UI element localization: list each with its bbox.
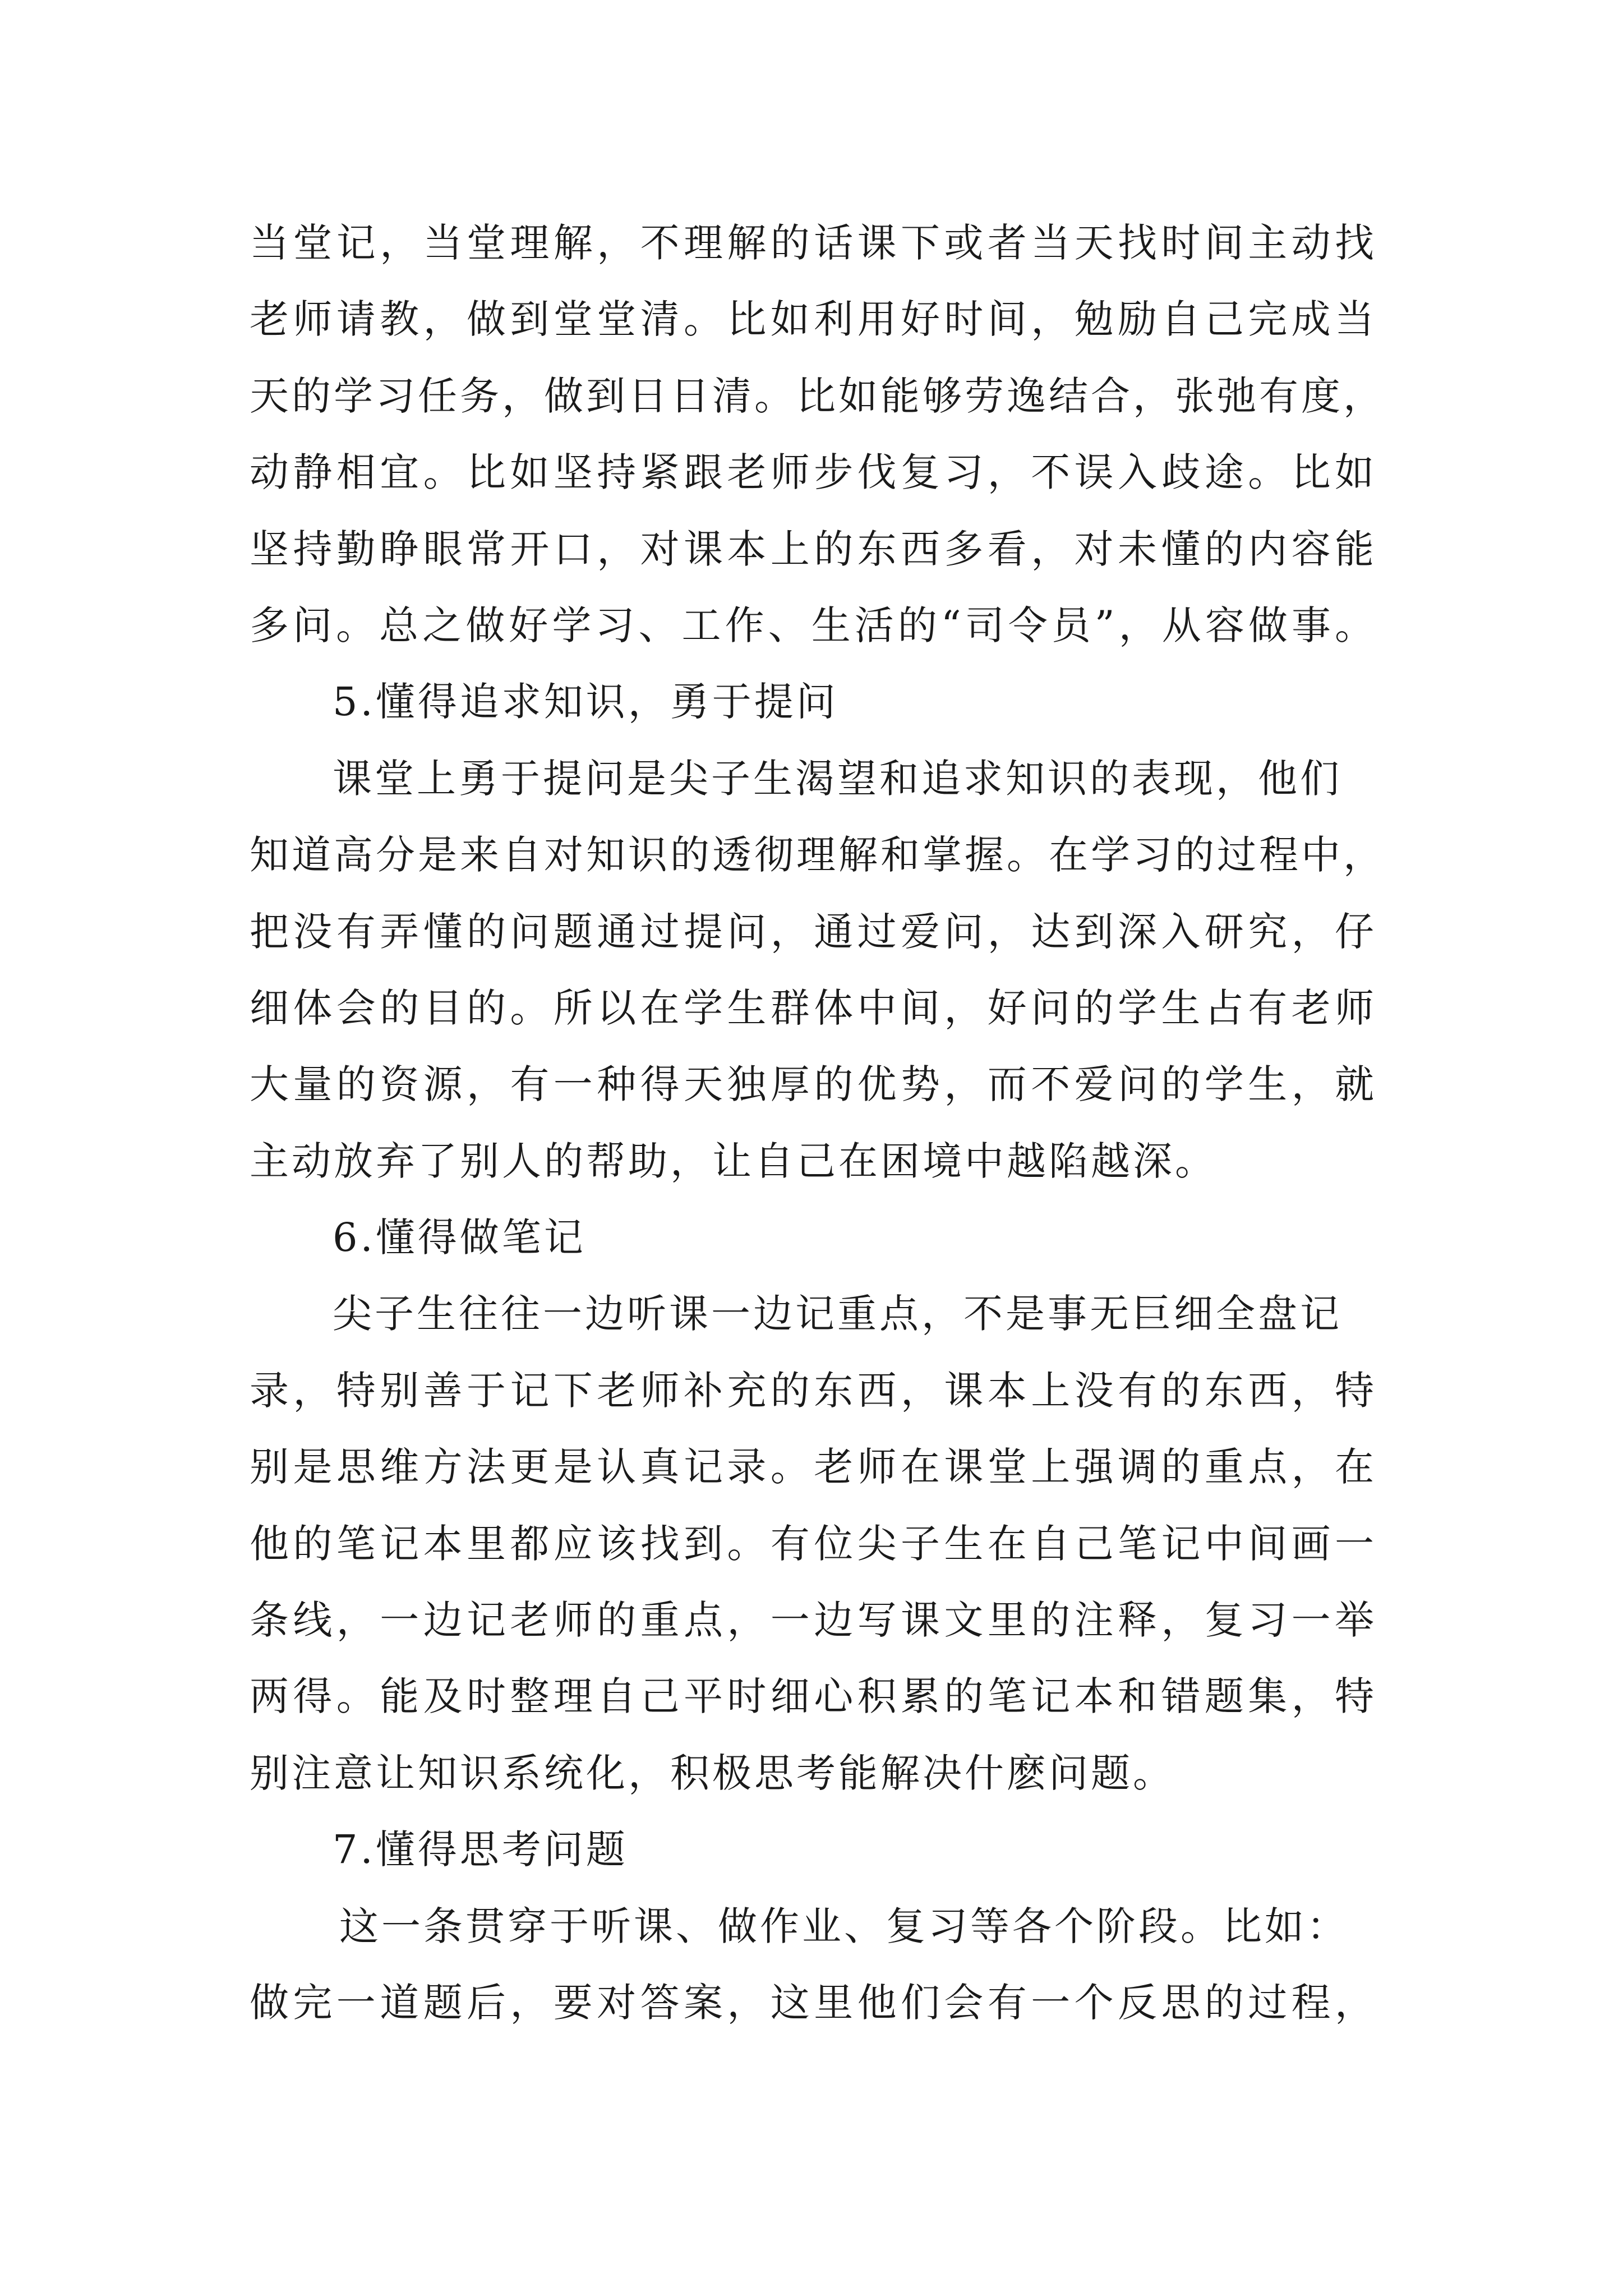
body-line: 主动放弃了别人的帮助，让自己在困境中越陷越深。 xyxy=(250,1138,1217,1184)
body-line: 两得。能及时整理自己平时细心积累的笔记本和错题集，特 xyxy=(250,1673,1377,1720)
body-line: 细体会的目的。所以在学生群体中间，好问的学生占有老师 xyxy=(250,984,1377,1031)
body-line: 知道高分是来自对知识的透彻理解和掌握。在学习的过程中， xyxy=(250,832,1385,878)
body-line: 做完一道题后，要对答案，这里他们会有一个反思的过程， xyxy=(250,1979,1377,2026)
body-line: 多问。总之做好学习、工作、生活的“司令员”，从容做事。 xyxy=(250,602,1377,648)
body-line: 别注意让知识系统化，积极思考能解决什麽问题。 xyxy=(250,1750,1175,1796)
paragraph-first-line: 课堂上勇于提问是尖子生渴望和追求知识的表现，他们 xyxy=(333,755,1342,802)
section-heading: 7.懂得思考问题 xyxy=(333,1826,628,1873)
section-heading: 5.懂得追求知识，勇于提问 xyxy=(333,679,838,725)
body-line: 动静相宜。比如坚持紧跟老师步伐复习，不误入歧途。比如 xyxy=(250,449,1377,496)
body-line: 当堂记，当堂理解，不理解的话课下或者当天找时间主动找 xyxy=(250,220,1377,266)
body-line: 别是思维方法更是认真记录。老师在课堂上强调的重点，在 xyxy=(250,1444,1377,1490)
section-heading: 6.懂得做笔记 xyxy=(333,1214,586,1261)
body-line: 大量的资源，有一种得天独厚的优势，而不爱问的学生，就 xyxy=(250,1061,1377,1108)
body-line: 天的学习任务，做到日日清。比如能够劳逸结合，张弛有度， xyxy=(250,372,1385,419)
paragraph-first-line: 这一条贯穿于听课、做作业、复习等各个阶段。比如： xyxy=(339,1903,1349,1949)
paragraph-first-line: 尖子生往往一边听课一边记重点，不是事无巨细全盘记 xyxy=(333,1291,1342,1337)
body-line: 老师请教，做到堂堂清。比如利用好时间，勉励自己完成当 xyxy=(250,296,1377,343)
body-line: 他的笔记本里都应该找到。有位尖子生在自己笔记中间画一 xyxy=(250,1520,1377,1567)
body-line: 把没有弄懂的问题通过提问，通过爱问，达到深入研究，仔 xyxy=(250,908,1377,955)
body-line: 录，特别善于记下老师补充的东西，课本上没有的东西，特 xyxy=(250,1367,1377,1414)
body-line: 条线，一边记老师的重点，一边写课文里的注释，复习一举 xyxy=(250,1597,1377,1644)
body-line: 坚持勤睁眼常开口，对课本上的东西多看，对未懂的内容能 xyxy=(250,526,1377,572)
document-body xyxy=(250,205,1385,2041)
